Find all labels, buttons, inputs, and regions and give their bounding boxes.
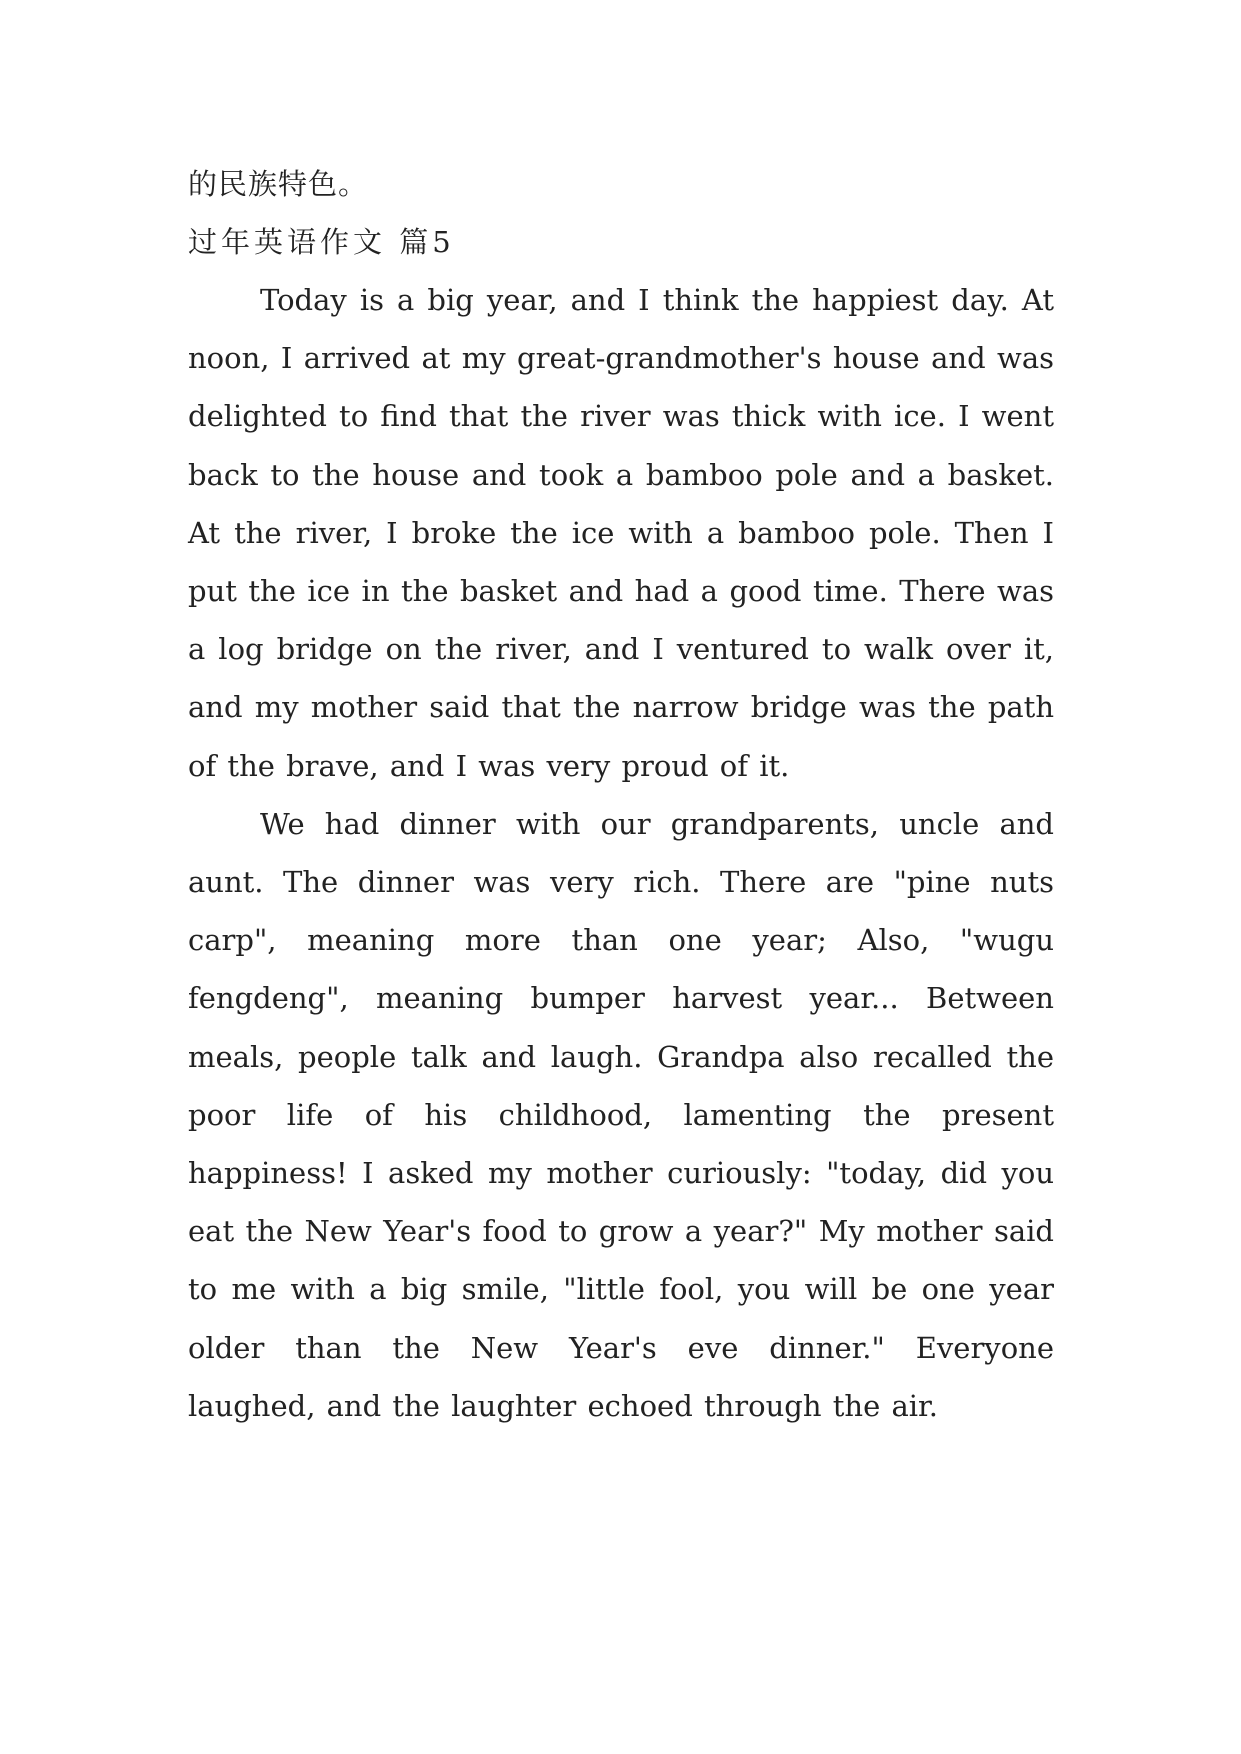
- paragraph-1: Today is a big year, and I think the happiest day. At noon, I arrived at my great-grandmother's house and was delighted to find that the river was thick with ice. I went back to the house and took a bamboo pole and a basket. At the river, I broke the ice with a bamboo pole. Then I put the ice in the basket and had a good time. There was a log bridge on the river, and I ventured to walk over it, and my mother said that the narrow bridge was the path of the brave, and I was very proud of it.: [188, 283, 1054, 783]
- paragraph-2: We had dinner with our grandparents, uncle and aunt. The dinner was very rich. There are "pine nuts carp", meaning more than one year; Also, "wugu fengdeng", meaning bumper harvest year... Between meals, people talk and laugh. Grandpa also recalled the poor life of his childhood, lamenting the present happiness! I asked my mother curiously: "today, did you eat the New Year's food to grow a year?" My mother said to me with a big smile, "little fool, you will be one year older than the New Year's eve dinner." Everyone laughed, and the laughter echoed through the air.: [188, 806, 1054, 1423]
- document-body: [188, 155, 1054, 1435]
- continuation-text: 的民族特色。: [188, 167, 369, 201]
- section-heading: 过年英语作文 篇5: [188, 225, 455, 259]
